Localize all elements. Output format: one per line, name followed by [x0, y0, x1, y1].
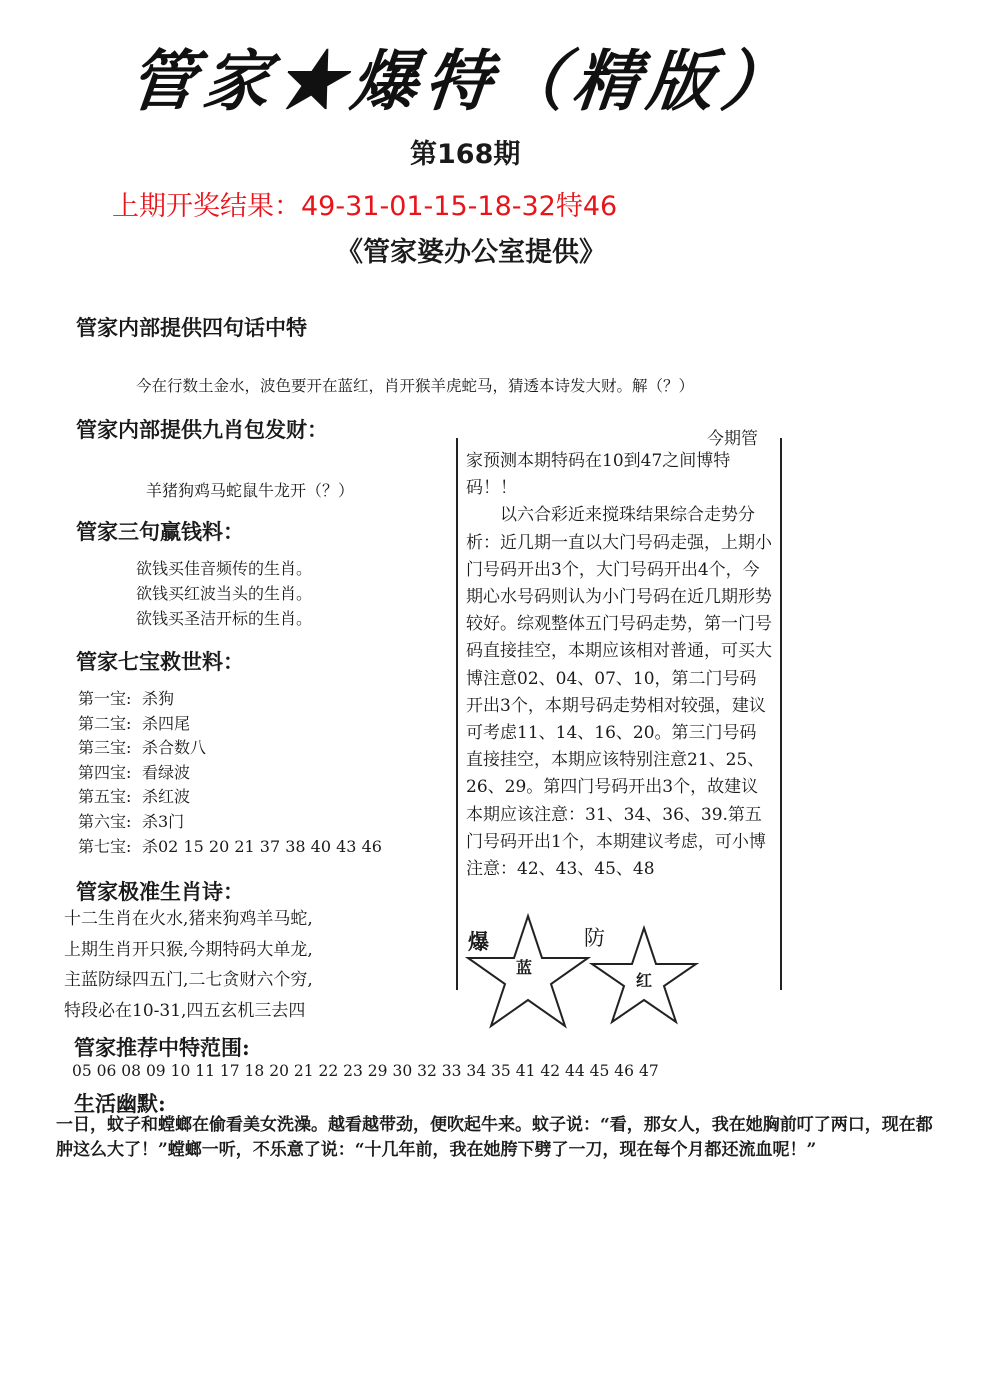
treasure-key: 第六宝:	[78, 811, 132, 831]
poem-line: 上期生肖开只猴,今期特码大单龙,	[64, 939, 313, 960]
treasure-key: 第三宝:	[78, 738, 132, 758]
section-title-humor: 生活幽默:	[74, 1091, 166, 1116]
section-title-seven-treasures: 管家七宝救世料：	[76, 649, 244, 674]
range-numbers: 05 06 08 09 10 11 17 18 20 21 22 23 29 30 32 33 34 35 41 42 44 45 46 47	[72, 1062, 659, 1080]
star-inner-blue: 蓝	[516, 958, 533, 977]
treasure-row	[78, 735, 382, 760]
three-sentences-line: 欲钱买圣洁开标的生肖。	[136, 609, 313, 628]
treasure-value: 杀3门	[142, 811, 185, 831]
treasure-key: 第七宝:	[78, 836, 132, 856]
section-title-range: 管家推荐中特范围:	[74, 1035, 250, 1060]
section-title-zodiac-poem: 管家极准生肖诗：	[76, 879, 244, 904]
treasure-key: 第一宝:	[78, 689, 132, 708]
star-label-boom: 爆	[468, 929, 489, 954]
treasure-value: 杀狗	[142, 689, 175, 708]
treasure-row	[78, 834, 382, 859]
prediction-box	[456, 429, 782, 990]
prediction-para-2: 以六合彩近来搅珠结果综合走势分析：近几期一直以大门号码走强，上期小门号码开出3个，大门号码开出4个，今期心水号码则认为小门号码在近几期形势较好。综观整体五门号码走势，第一门号码直接挂空，本期应该相对普通，可买大博注意02、04、07、10，第二门号码开出3个，本期号码走势相对较强，建议可考虑11、14、16、20。第三门号码直接挂空，本期应该特别注意21、25、26、29。第四门号码开出3个，故建议本期应该注意：31、34、36、39.第五门号码开出1个，本期建议考虑，可小博注意：42、43、45、48	[466, 505, 772, 880]
treasure-value: 看绿波	[142, 762, 191, 782]
stars-illustration	[464, 910, 774, 1030]
treasure-value: 杀红波	[142, 787, 191, 807]
poem-line: 十二生肖在火水,猪来狗鸡羊马蛇,	[64, 909, 313, 929]
prediction-para-1: 家预测本期特码在10到47之间博特码！！	[466, 451, 731, 499]
treasure-row	[78, 760, 382, 785]
treasure-value: 杀四尾	[142, 713, 191, 733]
page-title: 管家★爆特（精版）	[125, 42, 800, 120]
prediction-intro: 今期管	[707, 429, 758, 449]
treasure-row	[78, 686, 382, 711]
poem-line: 主蓝防绿四五门,二七贪财六个穷,	[64, 970, 313, 990]
treasure-value: 杀合数八	[142, 738, 207, 758]
treasure-value: 杀02 15 20 21 37 38 40 43 46	[142, 836, 382, 856]
treasure-row	[78, 809, 382, 834]
provider-line: 《管家婆办公室提供》	[336, 237, 606, 268]
zodiac-poem	[64, 904, 313, 1026]
treasure-key: 第四宝:	[78, 762, 132, 782]
four-sentences-text: 今在行数土金水，波色要开在蓝红，肖开猴羊虎蛇马，猜透本诗发大财。解（？）	[136, 377, 695, 395]
issue-number: 第168期	[410, 139, 521, 170]
prediction-text	[466, 448, 772, 883]
star-label-guard: 防	[584, 926, 605, 950]
star-inner-red: 红	[636, 971, 653, 990]
three-sentences-list	[136, 556, 312, 631]
last-draw-result: 上期开奖结果：49-31-01-15-18-32特46	[112, 191, 618, 222]
treasure-row	[78, 711, 382, 736]
poem-line: 特段必在10-31,四五玄机三去四	[64, 1000, 306, 1021]
section-title-three-sentences: 管家三句赢钱料：	[76, 519, 244, 544]
treasure-row	[78, 784, 382, 809]
humor-text: 一日，蚊子和螳螂在偷看美女洗澡。越看越带劲，便吹起牛来。蚊子说：“看，那女人，我在她胸前叮了两口，现在都肿这么大了！”螳螂一听，不乐意了说：“十几年前，我在她胯下劈了一刀，现在每个月都还流血呢！”	[56, 1115, 933, 1160]
treasure-key: 第五宝:	[78, 787, 132, 807]
nine-zodiac-text: 羊猪狗鸡马蛇鼠牛龙开（？）	[146, 481, 355, 500]
section-title-four-sentences: 管家内部提供四句话中特	[76, 315, 307, 340]
three-sentences-line: 欲钱买佳音频传的生肖。	[136, 559, 313, 578]
three-sentences-line: 欲钱买红波当头的生肖。	[136, 584, 313, 603]
seven-treasures-list	[78, 686, 382, 858]
treasure-key: 第二宝:	[78, 713, 132, 733]
section-title-nine-zodiac: 管家内部提供九肖包发财：	[76, 417, 328, 442]
